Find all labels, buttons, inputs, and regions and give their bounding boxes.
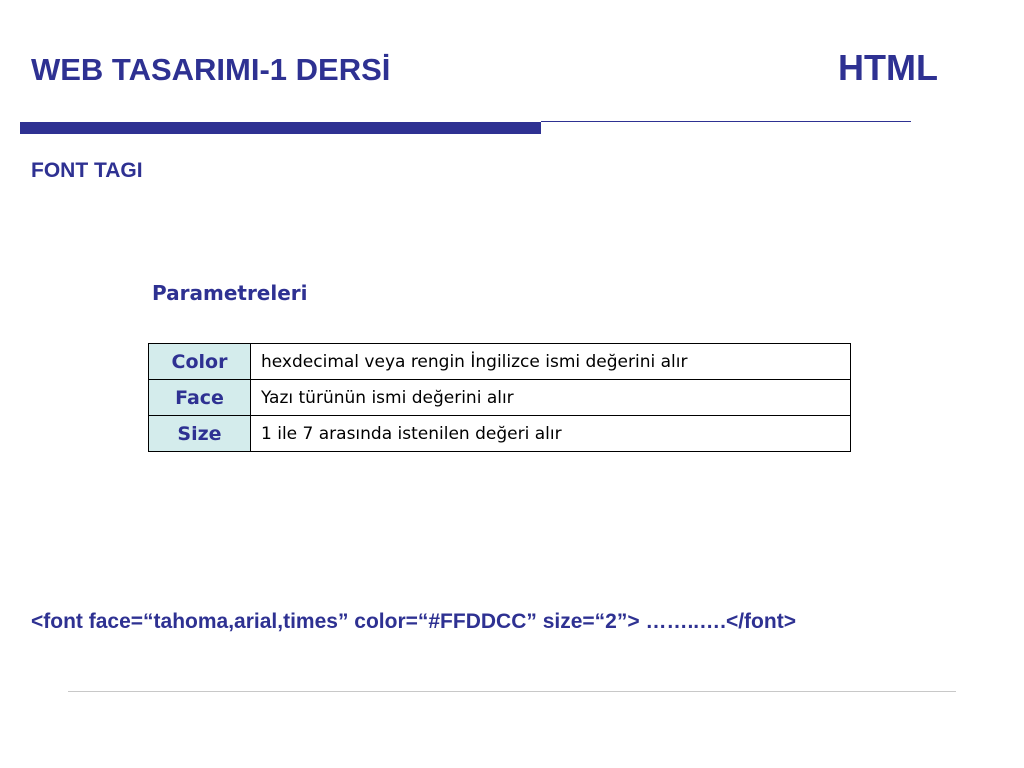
param-value: hexdecimal veya rengin İngilizce ismi değerini alır bbox=[251, 344, 851, 380]
param-key: Face bbox=[149, 380, 251, 416]
section-heading: FONT TAGI bbox=[31, 159, 143, 182]
slide-title: WEB TASARIMI-1 DERSİ bbox=[31, 52, 391, 87]
slide-topic: HTML bbox=[838, 47, 938, 88]
header-rule-thin bbox=[541, 121, 911, 122]
example-code: <font face=“tahoma,arial,times” color=“#FFDDCC” size=“2”> ……..….</font> bbox=[31, 610, 796, 633]
param-key: Size bbox=[149, 416, 251, 452]
param-key: Color bbox=[149, 344, 251, 380]
footer-rule bbox=[68, 691, 956, 692]
param-value: 1 ile 7 arasında istenilen değeri alır bbox=[251, 416, 851, 452]
param-value: Yazı türünün ismi değerini alır bbox=[251, 380, 851, 416]
params-table bbox=[148, 343, 851, 452]
params-heading: Parametreleri bbox=[152, 281, 308, 305]
table-row bbox=[149, 416, 851, 452]
table-row bbox=[149, 380, 851, 416]
table-row bbox=[149, 344, 851, 380]
header-rule-thick bbox=[20, 122, 541, 134]
